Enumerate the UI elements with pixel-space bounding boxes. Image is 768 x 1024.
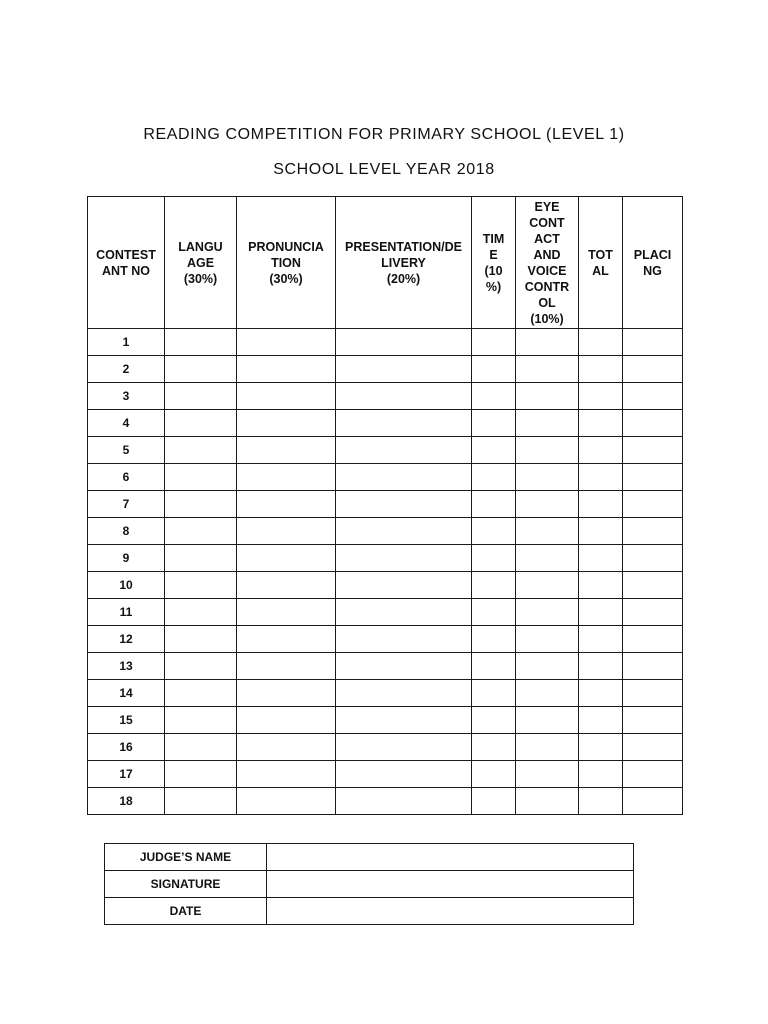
language-cell[interactable] xyxy=(165,356,237,383)
time-cell[interactable] xyxy=(472,464,516,491)
eye-contact-cell[interactable] xyxy=(516,545,579,572)
placing-cell[interactable] xyxy=(623,518,683,545)
placing-cell[interactable] xyxy=(623,410,683,437)
language-cell[interactable] xyxy=(165,545,237,572)
page-title: READING COMPETITION FOR PRIMARY SCHOOL (LEVEL 1) xyxy=(143,126,625,143)
presentation-cell[interactable] xyxy=(336,734,472,761)
language-cell[interactable] xyxy=(165,653,237,680)
language-cell[interactable] xyxy=(165,383,237,410)
judge-name-field[interactable] xyxy=(267,844,634,871)
language-cell[interactable] xyxy=(165,491,237,518)
eye-contact-cell[interactable] xyxy=(516,734,579,761)
eye-contact-cell[interactable] xyxy=(516,356,579,383)
eye-contact-cell[interactable] xyxy=(516,383,579,410)
judge-row xyxy=(105,871,634,898)
time-cell[interactable] xyxy=(472,491,516,518)
presentation-cell[interactable] xyxy=(336,680,472,707)
pronunciation-cell[interactable] xyxy=(237,599,336,626)
pronunciation-cell[interactable] xyxy=(237,572,336,599)
total-cell[interactable] xyxy=(579,626,623,653)
presentation-cell[interactable] xyxy=(336,626,472,653)
total-cell[interactable] xyxy=(579,491,623,518)
total-cell[interactable] xyxy=(579,788,623,815)
contestant-number: 2 xyxy=(88,356,165,383)
language-cell[interactable] xyxy=(165,437,237,464)
placing-cell[interactable] xyxy=(623,599,683,626)
contestant-number: 5 xyxy=(88,437,165,464)
date-label: DATE xyxy=(105,898,267,925)
presentation-cell[interactable] xyxy=(336,599,472,626)
eye-contact-cell[interactable] xyxy=(516,410,579,437)
time-cell[interactable] xyxy=(472,329,516,356)
time-cell[interactable] xyxy=(472,707,516,734)
pronunciation-cell[interactable] xyxy=(237,680,336,707)
presentation-cell[interactable] xyxy=(336,383,472,410)
presentation-cell[interactable] xyxy=(336,788,472,815)
language-cell[interactable] xyxy=(165,572,237,599)
time-cell[interactable] xyxy=(472,626,516,653)
pronunciation-cell[interactable] xyxy=(237,518,336,545)
signature-label: SIGNATURE xyxy=(105,871,267,898)
column-header-total: TOT AL xyxy=(579,197,623,329)
contestant-number: 13 xyxy=(88,653,165,680)
time-cell[interactable] xyxy=(472,518,516,545)
contestant-number: 9 xyxy=(88,545,165,572)
table-row xyxy=(88,707,683,734)
table-row xyxy=(88,788,683,815)
presentation-cell[interactable] xyxy=(336,572,472,599)
pronunciation-cell[interactable] xyxy=(237,653,336,680)
time-cell[interactable] xyxy=(472,788,516,815)
pronunciation-cell[interactable] xyxy=(237,464,336,491)
contestant-number: 11 xyxy=(88,599,165,626)
contestant-number: 1 xyxy=(88,329,165,356)
judge-table xyxy=(104,843,634,925)
pronunciation-cell[interactable] xyxy=(237,410,336,437)
column-header-placing: PLACI NG xyxy=(623,197,683,329)
pronunciation-cell[interactable] xyxy=(237,707,336,734)
language-cell[interactable] xyxy=(165,707,237,734)
presentation-cell[interactable] xyxy=(336,437,472,464)
contestant-number: 4 xyxy=(88,410,165,437)
eye-contact-cell[interactable] xyxy=(516,653,579,680)
presentation-cell[interactable] xyxy=(336,761,472,788)
time-cell[interactable] xyxy=(472,572,516,599)
placing-cell[interactable] xyxy=(623,464,683,491)
total-cell[interactable] xyxy=(579,707,623,734)
table-row xyxy=(88,491,683,518)
pronunciation-cell[interactable] xyxy=(237,788,336,815)
time-cell[interactable] xyxy=(472,761,516,788)
placing-cell[interactable] xyxy=(623,545,683,572)
column-header-contestant-no: CONTEST ANT NO xyxy=(88,197,165,329)
table-row xyxy=(88,410,683,437)
time-cell[interactable] xyxy=(472,545,516,572)
table-row xyxy=(88,680,683,707)
pronunciation-cell[interactable] xyxy=(237,383,336,410)
judge-row xyxy=(105,844,634,871)
language-cell[interactable] xyxy=(165,329,237,356)
placing-cell[interactable] xyxy=(623,356,683,383)
contestant-number: 14 xyxy=(88,680,165,707)
time-cell[interactable] xyxy=(472,734,516,761)
time-cell[interactable] xyxy=(472,653,516,680)
eye-contact-cell[interactable] xyxy=(516,680,579,707)
date-field[interactable] xyxy=(267,898,634,925)
table-row xyxy=(88,572,683,599)
page-subtitle: SCHOOL LEVEL YEAR 2018 xyxy=(273,161,495,178)
column-header-language: LANGU AGE (30%) xyxy=(165,197,237,329)
eye-contact-cell[interactable] xyxy=(516,626,579,653)
contestant-number: 6 xyxy=(88,464,165,491)
placing-cell[interactable] xyxy=(623,329,683,356)
eye-contact-cell[interactable] xyxy=(516,464,579,491)
eye-contact-cell[interactable] xyxy=(516,761,579,788)
presentation-cell[interactable] xyxy=(336,518,472,545)
placing-cell[interactable] xyxy=(623,707,683,734)
signature-field[interactable] xyxy=(267,871,634,898)
pronunciation-cell[interactable] xyxy=(237,626,336,653)
eye-contact-cell[interactable] xyxy=(516,329,579,356)
eye-contact-cell[interactable] xyxy=(516,491,579,518)
pronunciation-cell[interactable] xyxy=(237,734,336,761)
placing-cell[interactable] xyxy=(623,491,683,518)
column-header-eye-contact: EYE CONT ACT AND VOICE CONTR OL (10%) xyxy=(516,197,579,329)
total-cell[interactable] xyxy=(579,518,623,545)
total-cell[interactable] xyxy=(579,437,623,464)
pronunciation-cell[interactable] xyxy=(237,491,336,518)
placing-cell[interactable] xyxy=(623,788,683,815)
presentation-cell[interactable] xyxy=(336,329,472,356)
table-row xyxy=(88,329,683,356)
column-header-time: TIM E (10 %) xyxy=(472,197,516,329)
placing-cell[interactable] xyxy=(623,761,683,788)
contestant-number: 16 xyxy=(88,734,165,761)
presentation-cell[interactable] xyxy=(336,707,472,734)
contestant-number: 7 xyxy=(88,491,165,518)
eye-contact-cell[interactable] xyxy=(516,518,579,545)
table-row xyxy=(88,437,683,464)
judge-row xyxy=(105,898,634,925)
placing-cell[interactable] xyxy=(623,653,683,680)
placing-cell[interactable] xyxy=(623,626,683,653)
contestant-number: 3 xyxy=(88,383,165,410)
contestant-number: 10 xyxy=(88,572,165,599)
table-row xyxy=(88,356,683,383)
column-header-pronunciation: PRONUNCIA TION (30%) xyxy=(237,197,336,329)
table-row xyxy=(88,653,683,680)
table-row xyxy=(88,761,683,788)
placing-cell[interactable] xyxy=(623,437,683,464)
language-cell[interactable] xyxy=(165,761,237,788)
language-cell[interactable] xyxy=(165,464,237,491)
table-row xyxy=(88,464,683,491)
time-cell[interactable] xyxy=(472,599,516,626)
presentation-cell[interactable] xyxy=(336,410,472,437)
score-header-row xyxy=(88,197,683,329)
table-row xyxy=(88,383,683,410)
table-row xyxy=(88,518,683,545)
column-header-presentation: PRESENTATION/DE LIVERY (20%) xyxy=(336,197,472,329)
pronunciation-cell[interactable] xyxy=(237,437,336,464)
eye-contact-cell[interactable] xyxy=(516,788,579,815)
time-cell[interactable] xyxy=(472,383,516,410)
language-cell[interactable] xyxy=(165,734,237,761)
language-cell[interactable] xyxy=(165,788,237,815)
contestant-number: 8 xyxy=(88,518,165,545)
placing-cell[interactable] xyxy=(623,680,683,707)
contestant-number: 18 xyxy=(88,788,165,815)
total-cell[interactable] xyxy=(579,653,623,680)
presentation-cell[interactable] xyxy=(336,356,472,383)
eye-contact-cell[interactable] xyxy=(516,599,579,626)
language-cell[interactable] xyxy=(165,680,237,707)
pronunciation-cell[interactable] xyxy=(237,545,336,572)
eye-contact-cell[interactable] xyxy=(516,572,579,599)
total-cell[interactable] xyxy=(579,734,623,761)
time-cell[interactable] xyxy=(472,356,516,383)
pronunciation-cell[interactable] xyxy=(237,356,336,383)
total-cell[interactable] xyxy=(579,356,623,383)
total-cell[interactable] xyxy=(579,545,623,572)
language-cell[interactable] xyxy=(165,626,237,653)
pronunciation-cell[interactable] xyxy=(237,329,336,356)
language-cell[interactable] xyxy=(165,410,237,437)
total-cell[interactable] xyxy=(579,680,623,707)
presentation-cell[interactable] xyxy=(336,491,472,518)
presentation-cell[interactable] xyxy=(336,464,472,491)
eye-contact-cell[interactable] xyxy=(516,707,579,734)
placing-cell[interactable] xyxy=(623,734,683,761)
contestant-number: 12 xyxy=(88,626,165,653)
placing-cell[interactable] xyxy=(623,383,683,410)
language-cell[interactable] xyxy=(165,518,237,545)
total-cell[interactable] xyxy=(579,464,623,491)
time-cell[interactable] xyxy=(472,680,516,707)
pronunciation-cell[interactable] xyxy=(237,761,336,788)
total-cell[interactable] xyxy=(579,599,623,626)
presentation-cell[interactable] xyxy=(336,545,472,572)
total-cell[interactable] xyxy=(579,410,623,437)
table-row xyxy=(88,626,683,653)
contestant-number: 15 xyxy=(88,707,165,734)
table-row xyxy=(88,545,683,572)
presentation-cell[interactable] xyxy=(336,653,472,680)
time-cell[interactable] xyxy=(472,410,516,437)
total-cell[interactable] xyxy=(579,383,623,410)
total-cell[interactable] xyxy=(579,761,623,788)
time-cell[interactable] xyxy=(472,437,516,464)
total-cell[interactable] xyxy=(579,572,623,599)
judge-name-label: JUDGE’S NAME xyxy=(105,844,267,871)
score-table xyxy=(87,196,683,815)
eye-contact-cell[interactable] xyxy=(516,437,579,464)
language-cell[interactable] xyxy=(165,599,237,626)
table-row xyxy=(88,599,683,626)
total-cell[interactable] xyxy=(579,329,623,356)
contestant-number: 17 xyxy=(88,761,165,788)
placing-cell[interactable] xyxy=(623,572,683,599)
table-row xyxy=(88,734,683,761)
